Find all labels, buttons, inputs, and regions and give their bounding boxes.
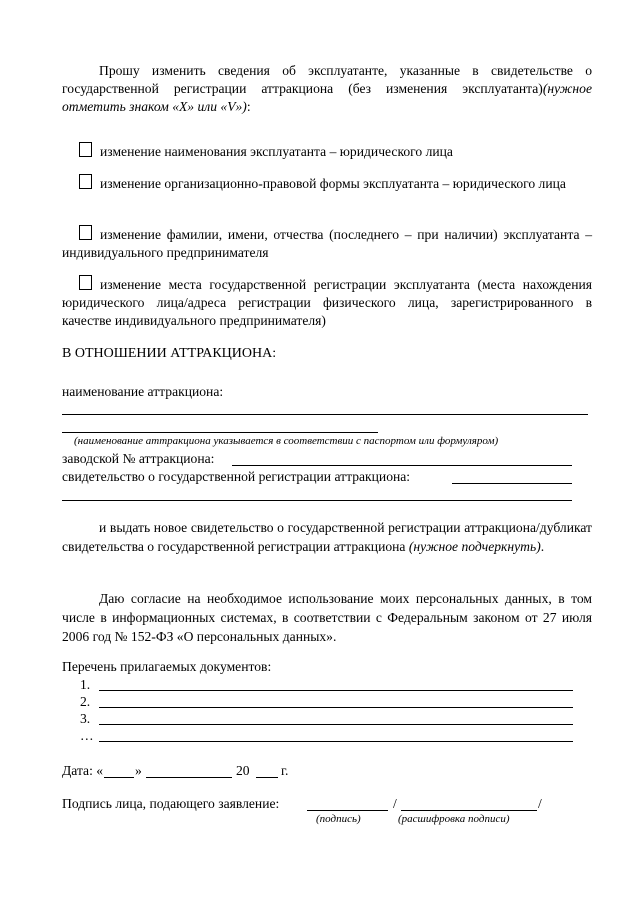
certificate-label: свидетельство о государственной регистрации аттракциона: [62, 469, 411, 484]
certificate-line-2[interactable] [62, 500, 572, 501]
date-month-line[interactable] [146, 777, 232, 778]
date-label: Дата: « [62, 763, 104, 778]
option-3-checkbox[interactable] [79, 225, 92, 240]
document-item-2-line[interactable] [99, 707, 573, 708]
document-item-4-number: … [80, 728, 94, 743]
document-item-2-number: 2. [80, 694, 91, 709]
option-4 [62, 275, 592, 330]
option-2-checkbox[interactable] [79, 174, 92, 189]
option-4-label: изменение места государственной регистрации эксплуатанта (места нахождения юридического лица/адреса регистрации физического лица, зарегистрированного в качестве индивидуального предпринимателя) [62, 277, 592, 328]
consent-text: Даю согласие на необходимое использование моих персональных данных, в том числе в информационных системах, в соответствии с Федеральным законом от 27 июля 2006 год № 152-ФЗ «О персональных данных». [62, 591, 592, 644]
option-2 [62, 174, 592, 193]
date-quote-close: » [135, 763, 142, 778]
signature-decode-caption: (расшифровка подписи) [398, 813, 510, 825]
issue-period: . [540, 539, 545, 554]
date-day-line[interactable] [104, 777, 134, 778]
signature-separator: / [393, 796, 397, 811]
intro-text: Прошу изменить сведения об эксплуатанте, указанные в свидетельстве о государственной регистрации аттракциона (без изменения эксплуатанта) [62, 63, 592, 96]
date-year-prefix: 20 [236, 763, 250, 778]
attraction-name-label: наименование аттракциона: [62, 384, 224, 399]
signature-line[interactable] [307, 810, 388, 811]
issue-text: и выдать новое свидетельство о государственной регистрации аттракциона/дубликат свидетельства о государственной регистрации аттракциона [62, 520, 592, 554]
date-year-line[interactable] [256, 777, 278, 778]
signature-end: / [538, 796, 542, 811]
certificate-line[interactable] [452, 483, 572, 484]
option-2-label: изменение организационно-правовой формы эксплуатанта – юридического лица [100, 176, 566, 191]
attraction-name-line-1[interactable] [62, 414, 588, 415]
document-item-1-line[interactable] [99, 690, 573, 691]
option-1-label: изменение наименования эксплуатанта – юридического лица [100, 144, 453, 159]
documents-title: Перечень прилагаемых документов: [62, 659, 272, 674]
attraction-name-hint: (наименование аттракциона указывается в соответствии с паспортом или формуляром) [74, 435, 499, 447]
signature-caption: (подпись) [316, 813, 361, 825]
option-4-checkbox[interactable] [79, 275, 92, 290]
option-1-checkbox[interactable] [79, 142, 92, 157]
intro-colon: : [246, 99, 251, 114]
serial-number-label: заводской № аттракциона: [62, 451, 215, 466]
option-3-label: изменение фамилии, имени, отчества (последнего – при наличии) эксплуатанта – индивидуального предпринимателя [62, 227, 592, 260]
issue-paragraph [62, 518, 592, 556]
intro-paragraph [62, 62, 592, 116]
date-year-suffix: г. [281, 763, 289, 778]
option-1 [79, 142, 592, 161]
document-item-3-line[interactable] [99, 724, 573, 725]
document-item-3-number: 3. [80, 711, 91, 726]
signature-label: Подпись лица, подающего заявление: [62, 796, 280, 811]
attraction-section-heading: В ОТНОШЕНИИ АТТРАКЦИОНА: [62, 346, 277, 361]
issue-note: (нужное подчеркнуть) [408, 539, 541, 554]
consent-paragraph [62, 589, 592, 646]
document-item-4-line[interactable] [99, 741, 573, 742]
intro-note: (нужное отметить знаком «X» или «V») [62, 81, 592, 114]
attraction-name-line-2[interactable] [62, 432, 378, 433]
signature-decode-line[interactable] [401, 810, 537, 811]
document-item-1-number: 1. [80, 677, 91, 692]
option-3 [62, 225, 592, 262]
serial-number-line[interactable] [232, 465, 572, 466]
